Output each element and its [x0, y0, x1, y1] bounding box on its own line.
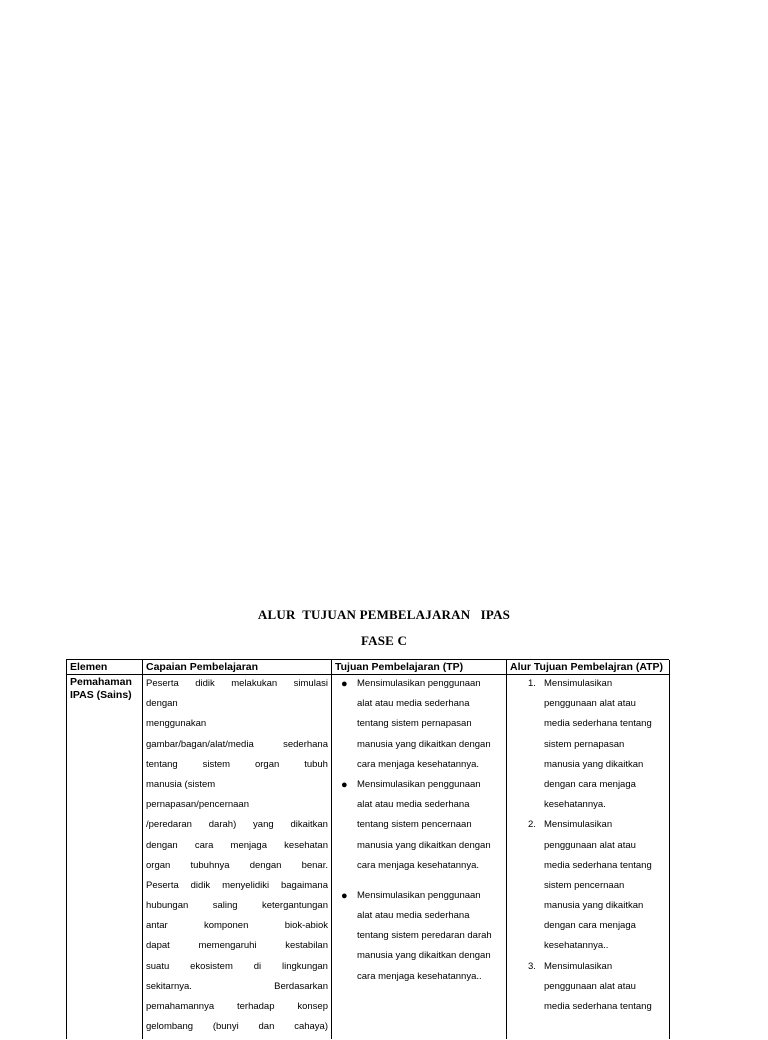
column-capaian [143, 660, 332, 1039]
tujuan-line: manusia yang dikaitkan dengan [357, 950, 491, 962]
capaian-line: hubungan saling ketergantungan [146, 900, 328, 912]
alur-line: Mensimulasikan [544, 678, 613, 689]
capaian-line: dapat memengaruhi kestabilan [146, 940, 328, 952]
capaian-line: tentang sistem organ tubuh [146, 758, 328, 770]
capaian-line: dengan [146, 698, 178, 710]
tujuan-line: Mensimulasikan penggunaan [357, 678, 481, 689]
bullet-icon: ● [341, 778, 348, 791]
tujuan-line: cara menjaga kesehatannya. [357, 859, 479, 871]
document-title: ALUR TUJUAN PEMBELAJARAN IPAS [257, 607, 511, 622]
capaian-line: organ tubuhnya dengan benar. [146, 859, 328, 871]
capaian-line: suatu ekosistem di lingkungan [146, 960, 328, 972]
alur-line: Mensimulasikan [544, 960, 613, 972]
tujuan-line: alat atau media sederhana [357, 910, 470, 922]
tujuan-line: cara menjaga kesehatannya.. [357, 970, 482, 982]
tujuan-line: manusia yang dikaitkan dengan [357, 839, 491, 851]
alur-line: penggunaan alat atau [544, 839, 636, 851]
header-tujuan: Tujuan Pembelajaran (TP) [332, 660, 506, 675]
capaian-line: antar komponen biok-abiok [146, 920, 328, 932]
tujuan-item [335, 677, 503, 778]
alur-number: 3. [528, 960, 536, 972]
alur-item [510, 677, 666, 818]
tujuan-cell [332, 675, 506, 990]
header-elemen: Elemen [67, 660, 142, 675]
alur-line: Mensimulasikan [544, 819, 613, 831]
capaian-line: manusia (sistem [146, 778, 216, 790]
capaian-line: pernapasan/pencernaan [146, 799, 250, 811]
capaian-line: sekitarnya. Berdasarkan [146, 980, 328, 992]
capaian-cell [143, 675, 331, 1040]
tujuan-line: tentang sistem peredaran darah [357, 930, 492, 942]
tujuan-line: manusia yang dikaitkan dengan [357, 738, 491, 750]
alur-line: sistem pencernaan [544, 879, 625, 891]
alur-line: media sederhana tentang [544, 859, 652, 871]
alur-cell [507, 675, 669, 1020]
capaian-line: gelombang (bunyi dan cahaya) [146, 1021, 328, 1033]
alur-line: dengan cara menjaga [544, 778, 636, 790]
column-elemen [67, 660, 143, 1039]
capaian-line: /peredaran darah) yang dikaitkan [146, 819, 328, 831]
atp-table [66, 659, 669, 1039]
capaian-line: Peserta didik menyelidiki bagaimana [146, 879, 328, 891]
alur-line: manusia yang dikaitkan [544, 758, 644, 770]
alur-item [510, 960, 666, 1021]
alur-line: media sederhana tentang [544, 1001, 652, 1012]
tujuan-line: cara menjaga kesehatannya. [357, 758, 479, 770]
elemen-cell: Pemahaman IPAS (Sains) [70, 676, 132, 701]
alur-line: kesehatannya. [544, 799, 606, 811]
bullet-icon: ● [341, 678, 348, 690]
alur-item [510, 818, 666, 959]
alur-line: sistem pernapasan [544, 738, 625, 750]
bullet-icon: ● [341, 889, 348, 902]
header-capaian: Capaian Pembelajaran [143, 660, 331, 675]
header-alur: Alur Tujuan Pembelajran (ATP) [507, 660, 669, 675]
tujuan-item [335, 778, 503, 879]
alur-line: dengan cara menjaga [544, 920, 636, 932]
column-alur [507, 660, 670, 1039]
capaian-line: menggunakan [146, 718, 207, 730]
alur-line: media sederhana tentang [544, 718, 652, 730]
capaian-line: dengan cara menjaga kesehatan [146, 839, 328, 851]
tujuan-line: Mensimulasikan penggunaan [357, 778, 481, 790]
alur-line: penggunaan alat atau [544, 980, 636, 992]
alur-line: kesehatannya.. [544, 940, 609, 952]
alur-line: manusia yang dikaitkan [544, 900, 644, 912]
tujuan-line: tentang sistem pencernaan [357, 819, 472, 831]
tujuan-line: alat atau media sederhana [357, 799, 470, 811]
capaian-line: gambar/bagan/alat/media sederhana [146, 738, 328, 750]
tujuan-item [335, 889, 503, 990]
alur-number: 2. [528, 819, 536, 831]
alur-line: penggunaan alat atau [544, 698, 636, 710]
document-subtitle: FASE C [360, 633, 408, 648]
alur-number: 1. [528, 678, 536, 689]
tujuan-line: alat atau media sederhana [357, 698, 470, 710]
capaian-line: Peserta didik melakukan simulasi [146, 678, 328, 689]
column-tujuan [332, 660, 507, 1039]
tujuan-line: Mensimulasikan penggunaan [357, 889, 481, 901]
capaian-line: pemahamannya terhadap konsep [146, 1001, 328, 1012]
tujuan-line: tentang sistem pernapasan [357, 718, 472, 730]
